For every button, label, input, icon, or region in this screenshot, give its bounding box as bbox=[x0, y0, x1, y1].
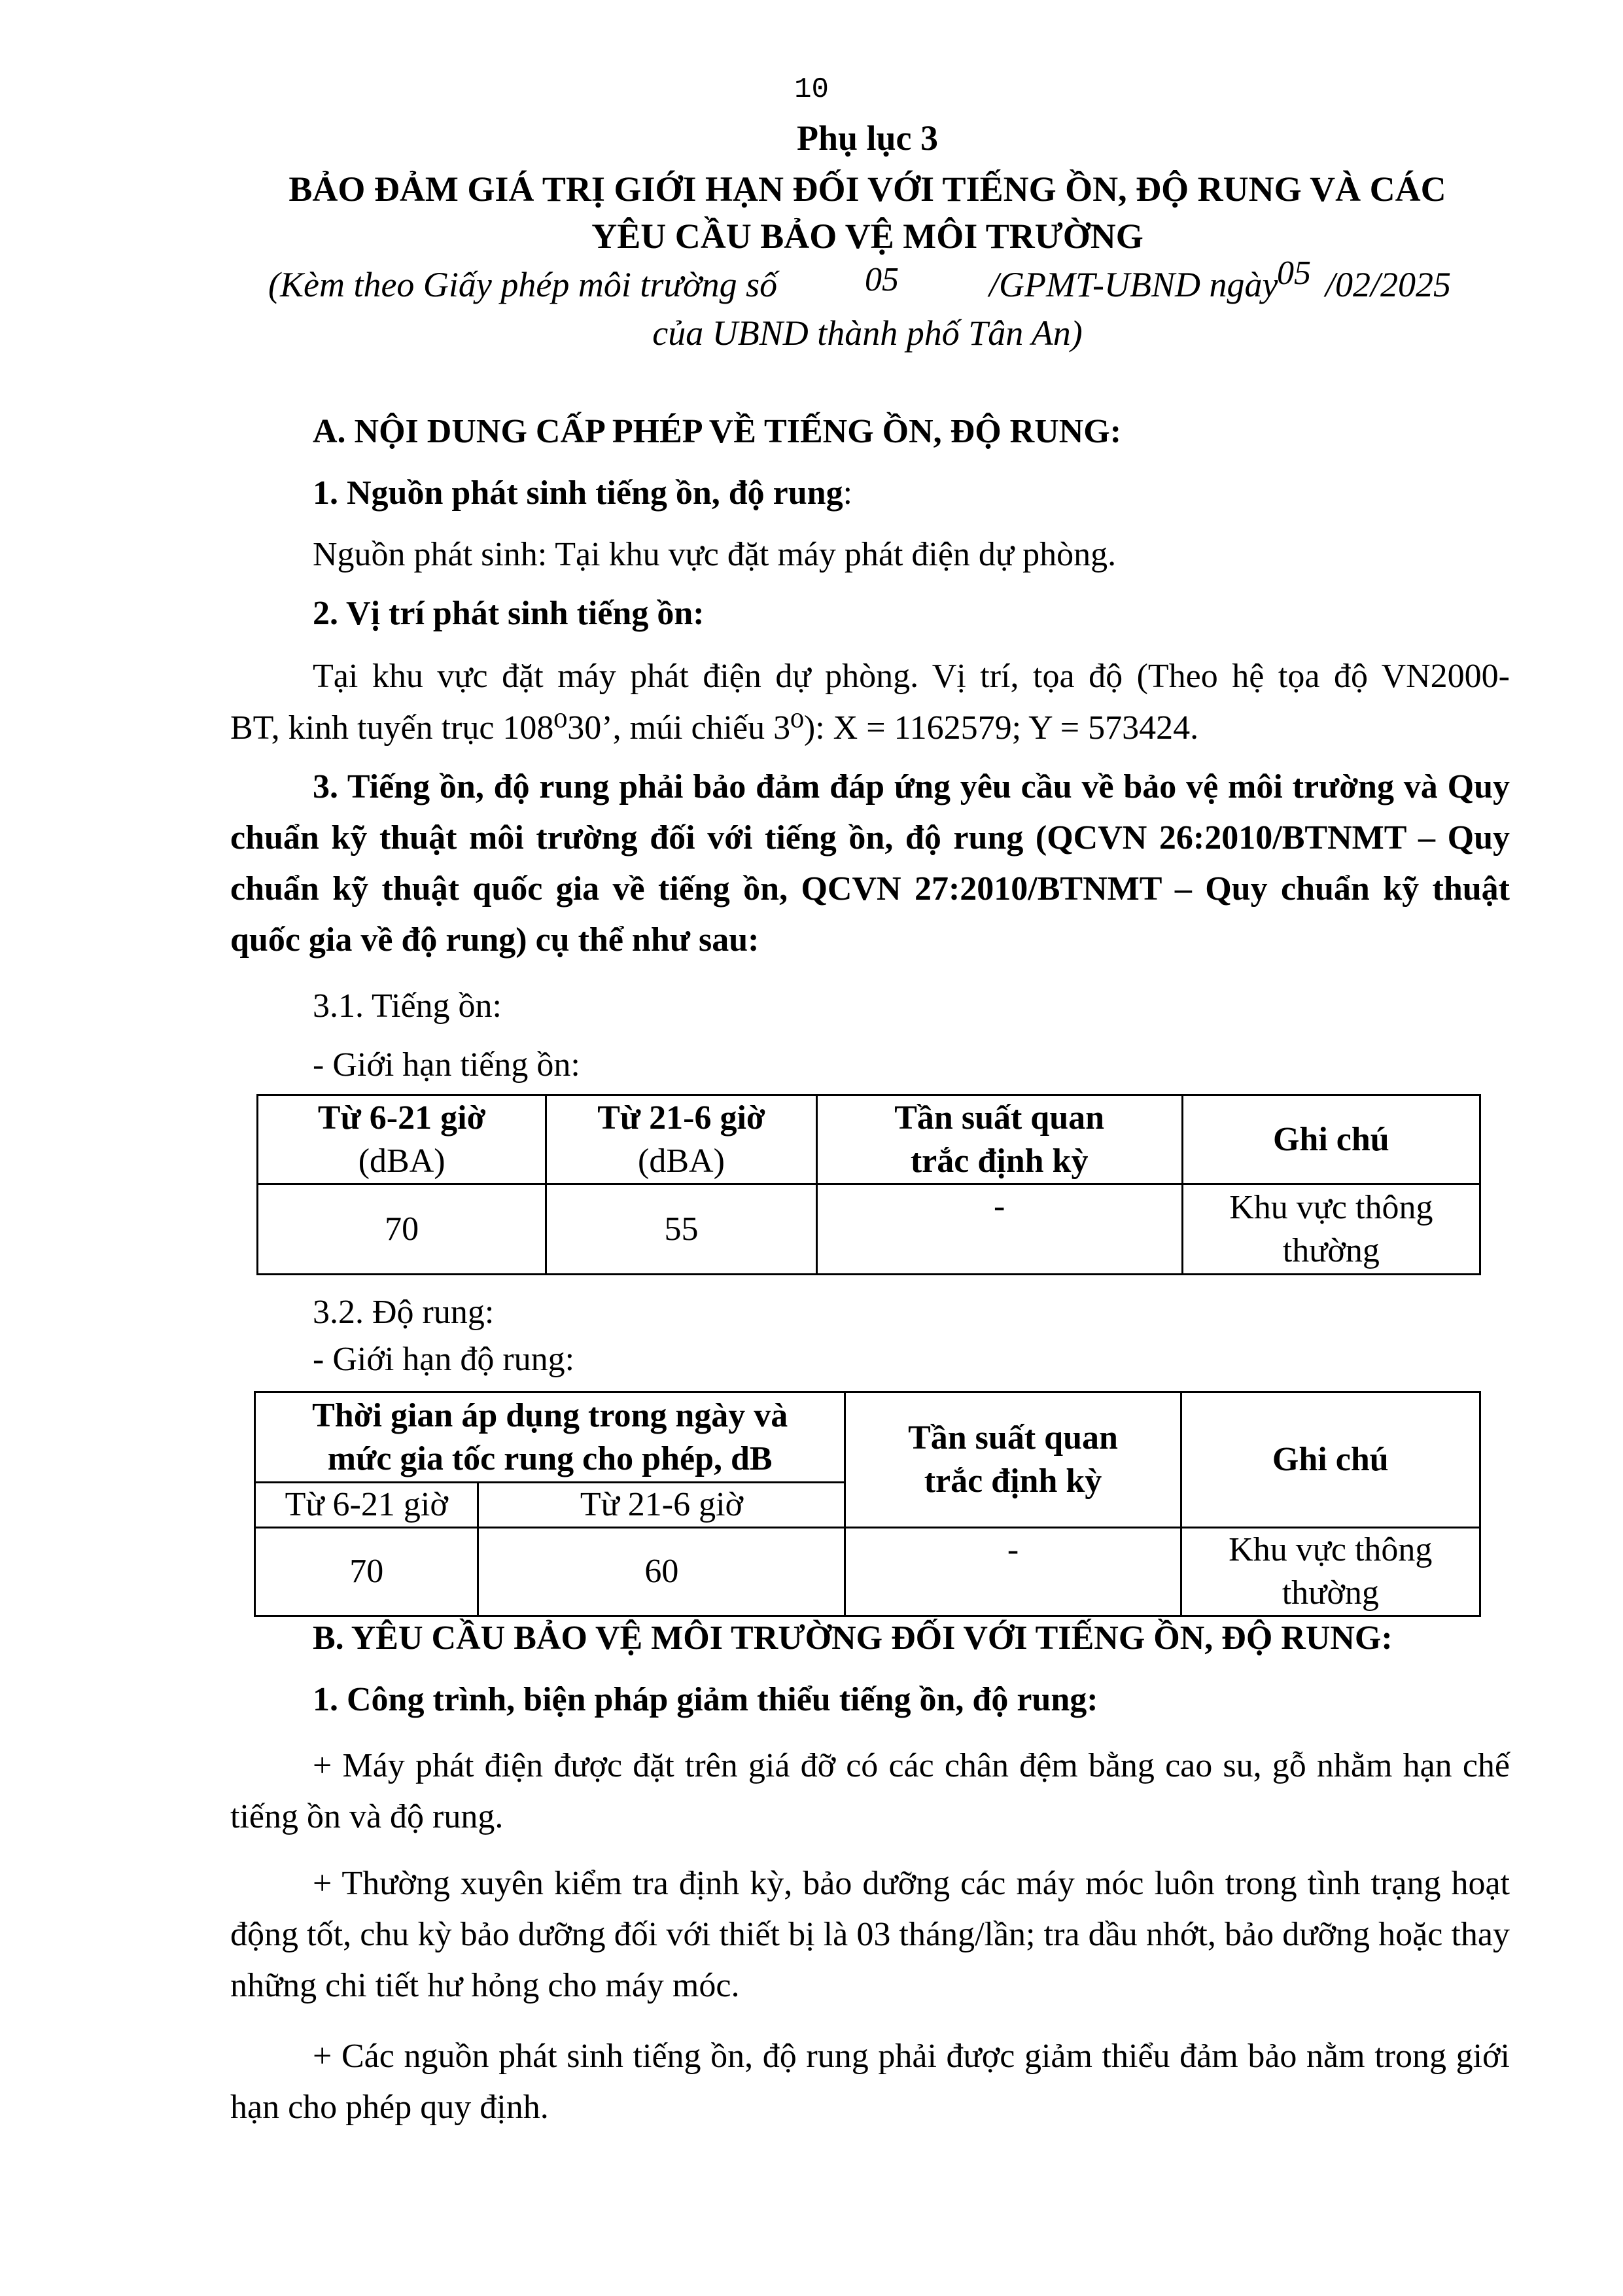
vibration-header-night: Từ 21-6 giờ bbox=[478, 1483, 845, 1528]
noise-limit-table bbox=[256, 1094, 1481, 1275]
vibration-limit-table bbox=[254, 1391, 1481, 1617]
vibration-value-note: Khu vực thông thường bbox=[1181, 1528, 1480, 1616]
permit-number: 05 bbox=[865, 261, 899, 298]
permit-day: 05 bbox=[1277, 255, 1311, 292]
vibration-header-note: Ghi chú bbox=[1181, 1392, 1480, 1528]
measure-paragraph-1: + Máy phát điện được đặt trên giá đỡ có các chân đệm bằng cao su, gỗ nhằm hạn chế tiếng ồn và độ rung. bbox=[230, 1747, 1510, 1835]
title-line-1: BẢO ĐẢM GIÁ TRỊ GIỚI HẠN ĐỐI VỚI TIẾNG ỒN, ĐỘ RUNG VÀ CÁC bbox=[288, 169, 1446, 209]
noise-value-day: 70 bbox=[258, 1184, 546, 1275]
noise-limit-label: - Giới hạn tiếng ồn: bbox=[313, 1046, 580, 1084]
vibration-header-frequency: Tần suất quan trắc định kỳ bbox=[845, 1392, 1181, 1528]
subtitle-part-2: /GPMT-UBND ngày bbox=[989, 265, 1278, 304]
section-b-title: B. YÊU CẦU BẢO VỆ MÔI TRƯỜNG ĐỐI VỚI TIẾNG ỒN, ĐỘ RUNG: bbox=[313, 1619, 1393, 1657]
subtitle-part-3: /02/2025 bbox=[1325, 265, 1452, 304]
vibration-header-group: Thời gian áp dụng trong ngày và mức gia tốc rung cho phép, dB bbox=[255, 1392, 845, 1483]
vibration-table-row bbox=[255, 1528, 1480, 1616]
item-2-line-2: BT, kinh tuyến trục 108⁰30’, múi chiếu 3⁰): X = 1162579; Y = 573424. bbox=[230, 709, 1199, 747]
vibration-value-frequency: - bbox=[845, 1528, 1181, 1616]
vibration-heading: 3.2. Độ rung: bbox=[313, 1294, 495, 1331]
noise-table-header-row bbox=[258, 1095, 1480, 1184]
section-b-item-1-title: 1. Công trình, biện pháp giảm thiểu tiếng ồn, độ rung: bbox=[313, 1681, 1098, 1718]
item-2-title: 2. Vị trí phát sinh tiếng ồn: bbox=[313, 595, 705, 632]
noise-heading: 3.1. Tiếng ồn: bbox=[313, 987, 502, 1025]
vibration-header-day: Từ 6-21 giờ bbox=[255, 1483, 478, 1528]
noise-header-note: Ghi chú bbox=[1182, 1095, 1480, 1184]
item-2-line-1: Tại khu vực đặt máy phát điện dự phòng. Vị trí, tọa độ (Theo hệ tọa độ VN2000- bbox=[313, 658, 1510, 695]
noise-header-frequency: Tần suất quan trắc định kỳ bbox=[816, 1095, 1182, 1184]
item-3-text: 3. Tiếng ồn, độ rung phải bảo đảm đáp ứng yêu cầu về bảo vệ môi trường và Quy chuẩn kỹ thuật môi trường đối với tiếng ồn, độ rung (QCVN 26:2010/BTNMT – Quy chuẩn kỹ thuật quốc gia về tiếng ồn, QCVN 27:2010/BTNMT – Quy chuẩn kỹ thuật quốc gia về độ rung) cụ thể như sau: bbox=[230, 768, 1510, 959]
noise-value-night: 55 bbox=[546, 1184, 816, 1275]
vibration-value-night: 60 bbox=[478, 1528, 845, 1616]
vibration-table-header-row bbox=[255, 1392, 1480, 1483]
vibration-value-day: 70 bbox=[255, 1528, 478, 1616]
title-line-2: YÊU CẦU BẢO VỆ MÔI TRƯỜNG bbox=[591, 217, 1143, 256]
noise-value-note: Khu vực thông thường bbox=[1182, 1184, 1480, 1275]
page-number: 10 bbox=[794, 73, 829, 106]
item-1-heading bbox=[313, 474, 852, 512]
item-1-text: Nguồn phát sinh: Tại khu vực đặt máy phát điện dự phòng. bbox=[313, 536, 1117, 573]
noise-header-day: Từ 6-21 giờ (dBA) bbox=[258, 1095, 546, 1184]
measure-paragraph-3: + Các nguồn phát sinh tiếng ồn, độ rung phải được giảm thiểu đảm bảo nằm trong giới hạn cho phép quy định. bbox=[230, 2038, 1510, 2126]
vibration-limit-label: - Giới hạn độ rung: bbox=[313, 1341, 575, 1378]
appendix-label: Phụ lục 3 bbox=[796, 118, 939, 158]
subtitle-part-1: (Kèm theo Giấy phép môi trường số bbox=[268, 265, 778, 304]
item-1-title: 1. Nguồn phát sinh tiếng ồn, độ rung bbox=[313, 474, 843, 512]
item-3-paragraph bbox=[230, 762, 1510, 966]
measure-paragraph-2: + Thường xuyên kiểm tra định kỳ, bảo dưỡng các máy móc luôn trong tình trạng hoạt động tốt, chu kỳ bảo dưỡng đối với thiết bị là 03 tháng/lần; tra dầu nhớt, bảo dưỡng hoặc thay những chi tiết hư hỏng cho máy móc. bbox=[230, 1865, 1510, 2004]
noise-value-frequency: - bbox=[816, 1184, 1182, 1275]
noise-table-row bbox=[258, 1184, 1480, 1275]
noise-header-night: Từ 21-6 giờ (dBA) bbox=[546, 1095, 816, 1184]
item-1-colon: : bbox=[843, 474, 853, 512]
section-a-title: A. NỘI DUNG CẤP PHÉP VỀ TIẾNG ỒN, ĐỘ RUNG: bbox=[313, 413, 1122, 450]
subtitle-line-2: của UBND thành phố Tân An) bbox=[652, 313, 1083, 353]
